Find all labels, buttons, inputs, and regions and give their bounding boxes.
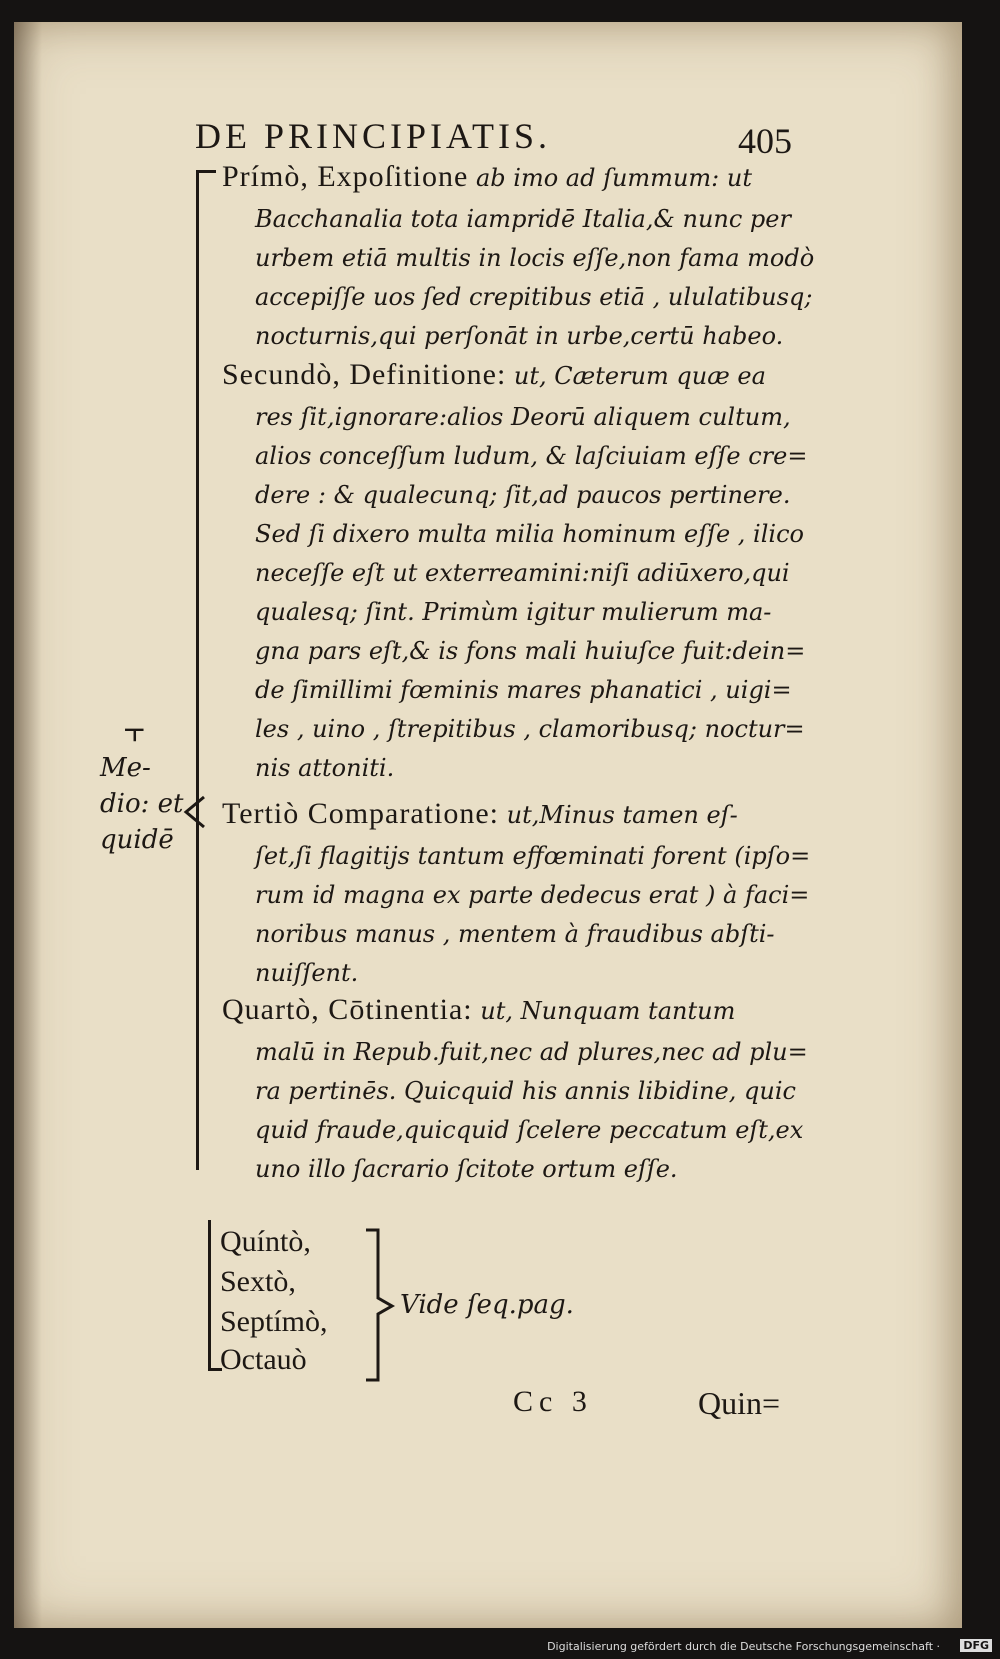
paragraph-1-label: Prímò, Expoſitione	[222, 160, 469, 193]
page-number: 405	[738, 121, 792, 161]
paragraph-4-line: malū in Repub.fuit,nec ad plures,nec ad plu=	[255, 1038, 808, 1066]
paragraph-2-line: gna pars eſt,& is fons mali huiuſce fuit:dein=	[255, 637, 806, 665]
paragraph-1-first-line	[222, 160, 752, 194]
list-bracket-left	[208, 1220, 211, 1370]
margin-note-line: quidē	[100, 825, 174, 855]
paragraph-2-line: alios conceſſum ludum, & laſciuiam eſſe cre=	[255, 442, 808, 470]
margin-brace-point	[182, 795, 206, 829]
margin-note-line: Me-	[100, 753, 151, 783]
paragraph-2-line: neceſſe eſt ut exterreamini:niſi adiūxero,qui	[255, 559, 790, 587]
footer-credit: Digitalisierung gefördert durch die Deutsche Forschungsgemeinschaft ·	[547, 1640, 940, 1653]
catchword: Quin=	[698, 1385, 781, 1421]
paragraph-2-first-text: ut, Cæterum quæ ea	[513, 362, 766, 390]
paragraph-4-line: uno illo ſacrario ſcitote ortum eſſe.	[255, 1155, 678, 1183]
list-item: Quíntò,	[220, 1225, 311, 1258]
paragraph-4-label: Quartò, Cōtinentia:	[222, 993, 473, 1026]
paragraph-3-line: nuiſſent.	[255, 959, 359, 987]
margin-note	[100, 750, 183, 858]
paragraph-2-line: de ſimillimi fœminis mares phanatici , uigi=	[255, 676, 792, 704]
paragraph-2-first-line	[222, 358, 766, 392]
paragraph-3-first-line	[222, 797, 738, 831]
paragraph-2-label: Secundò, Definitione:	[222, 358, 507, 391]
paragraph-1-line: urbem etiā multis in locis eſſe,non fama modò	[255, 244, 815, 272]
paragraph-2-line: Sed ſi dixero multa milia hominum eſſe , ilico	[255, 520, 804, 548]
list-item: Sextò,	[220, 1265, 296, 1298]
paragraph-2-line: nis attoniti.	[255, 754, 395, 782]
paragraph-2-line: qualesq; ſint. Primùm igitur mulierum ma-	[255, 598, 772, 626]
paragraph-4-first-line	[222, 993, 735, 1027]
dfg-logo: DFG	[960, 1639, 992, 1652]
main-bracket-top-hook	[196, 170, 216, 173]
paragraph-3-label: Tertiò Comparatione:	[222, 797, 499, 830]
paragraph-3-line: noribus manus , mentem à fraudibus abſti-	[255, 920, 775, 948]
signature-mark: Cc 3	[513, 1385, 593, 1418]
paragraph-1-line: nocturnis,qui perſonāt in urbe,certū habeo.	[255, 322, 784, 350]
paragraph-4-first-text: ut, Nunquam tantum	[480, 997, 736, 1025]
main-bracket-vertical	[196, 170, 199, 1170]
paragraph-3-line: rum id magna ex parte dedecus erat ) à faci=	[255, 881, 810, 909]
margin-symbol: ⫟	[124, 710, 145, 750]
paragraph-3-first-text: ut,Minus tamen eſ-	[506, 801, 738, 829]
running-head: DE PRINCIPIATIS.	[195, 116, 552, 156]
paragraph-3-line: ſet,ſi flagitijs tantum effœminati forent (ipſo=	[255, 842, 811, 870]
paragraph-1-line: accepiſſe uos ſed crepitibus etiā , ululatibusq;	[255, 283, 813, 311]
paragraph-2-line: dere : & qualecunq; ſit,ad paucos pertinere.	[255, 481, 791, 509]
paragraph-1-line: Bacchanalia tota iampridē Italia,& nunc per	[255, 205, 791, 233]
margin-note-line: dio: et	[100, 789, 184, 819]
spine-shadow	[14, 22, 42, 1628]
list-item: Octauò	[220, 1343, 307, 1376]
list-item: Septímò,	[220, 1305, 328, 1338]
paragraph-2-line: les , uino , ſtrepitibus , clamoribusq; noctur=	[255, 715, 805, 743]
vide-note: Vide ſeq.pag.	[400, 1290, 574, 1320]
paragraph-1-first-text: ab imo ad ſummum: ut	[475, 164, 752, 192]
paragraph-4-line: ra pertinēs. Quicquid his annis libidine, quic	[255, 1077, 796, 1105]
paragraph-2-line: res ſit,ignorare:alios Deorū aliquem cultum,	[255, 403, 791, 431]
paragraph-4-line: quid fraude,quicquid ſcelere peccatum eſt,ex	[255, 1116, 804, 1144]
